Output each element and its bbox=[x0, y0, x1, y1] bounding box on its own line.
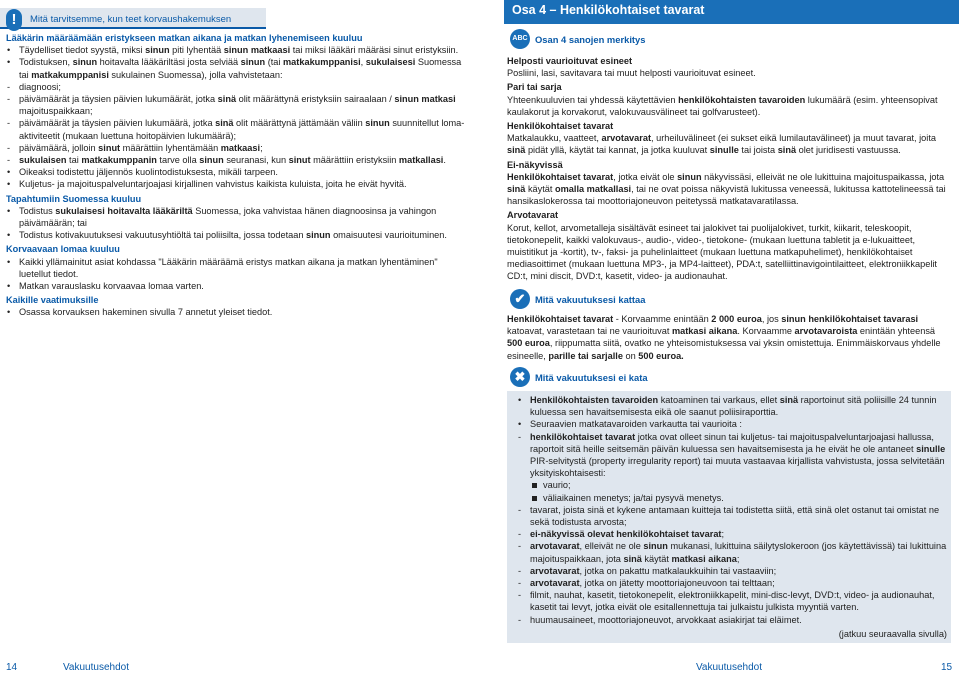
left-page bbox=[0, 0, 479, 675]
list-item: - päivämäärät ja täysien päivien lukumäärät, jotka sinä olit määrättynä eristyksiin sairaalaan / sinun matkasi majoituspaikkaan; bbox=[6, 93, 468, 117]
list-item: • Todistus kotivakuutuksesi vakuutusyhtiöltä tai poliisilta, jossa todetaan sinun omaisuutesi vaurioituminen. bbox=[6, 229, 468, 241]
list-item: - huumausaineet, moottoriajoneuvot, arvokkaat asiakirjat tai eläimet. bbox=[517, 614, 947, 626]
list-item: - ei-näkyvissä olevat henkilökohtaiset tavarat; bbox=[517, 528, 947, 540]
list-item: • Kaikki yllämainitut asiat kohdassa "Lääkärin määräämä eristys matkan aikana ja matkan lyhentäminen" luetellut tiedot. bbox=[6, 256, 468, 280]
claim-requirements bbox=[6, 32, 468, 319]
footer-label: Vakuutusehdot bbox=[696, 662, 762, 673]
list-item: - filmit, nauhat, kasetit, tietokonepelit, elektroniikkapelit, mini-disc-levyt, DVD:t, video- ja audionauhat, kasetit tai levyt, jotka eivät ole esitallennettuja tai julkaistu julkista myyntiä varten. bbox=[517, 589, 947, 613]
list-item: - diagnoosi; bbox=[6, 81, 468, 93]
list-item: - arvotavarat, jotka on jätetty moottoriajoneuvoon tai telttaan; bbox=[517, 577, 947, 589]
list-item: - päivämäärä, jolloin sinut määrättiin lyhentämään matkaasi; bbox=[6, 142, 468, 154]
list-item: - tavarat, joista sinä et kykene antamaan kuitteja tai todistetta siitä, että sinä olet ostanut tai omistat ne sekä todistusta arvosta; bbox=[517, 504, 947, 528]
section-heading: Korvaavaan lomaa kuuluu bbox=[6, 244, 120, 255]
covered-heading: Mitä vakuutuksesi kattaa bbox=[535, 294, 646, 305]
exclusions-list bbox=[517, 394, 947, 640]
continued-note: (jatkuu seuraavalla sivulla) bbox=[838, 628, 947, 639]
list-item: • Kuljetus- ja majoituspalveluntarjoajasi kirjallinen vahvistus kaikista kuluista, joita he eivät hyvitä. bbox=[6, 178, 468, 190]
list-item: • Matkan varauslasku korvaavaa lomaa varten. bbox=[6, 280, 468, 292]
list-item: • Todistus sukulaisesi hoitavalta lääkäriltä Suomessa, joka vahvistaa hänen diagnoosinsa ja vahingon päivämäärän; tai bbox=[6, 205, 468, 229]
list-item: • Henkilökohtaisten tavaroiden katoaminen tai varkaus, ellet sinä raportoinut sitä poliisille 24 tunnin kuluessa sen havaitsemisesta eikä ole saanut poliisiraporttia. bbox=[517, 394, 947, 418]
list-item: - arvotavarat, jotka on pakattu matkalaukkuihin tai vastaaviin; bbox=[517, 565, 947, 577]
right-page bbox=[480, 0, 959, 675]
list-item: • Todistuksen, sinun hoitavalta lääkäriltäsi josta selviää sinun (tai matkakumppanisi, sukulaisesi Suomessa tai matkakumppanisi sukulainen Suomessa), jolla vahvistetaan: bbox=[6, 56, 468, 80]
section-heading: Tapahtumiin Suomessa kuuluu bbox=[6, 193, 142, 204]
list-item: • Oikeaksi todistettu jäljennös kuolintodistuksesta, mikäli tarpeen. bbox=[6, 166, 468, 178]
terms-heading: Osan 4 sanojen merkitys bbox=[535, 34, 646, 45]
not-covered-heading: Mitä vakuutuksesi ei kata bbox=[535, 372, 648, 383]
list-item: • Täydelliset tiedot syystä, miksi sinun piti lyhentää sinun matkaasi tai miksi lääkäri määräsi sinut eristyksiin. bbox=[6, 44, 468, 56]
footer-label: Vakuutusehdot bbox=[63, 662, 129, 673]
definitions: Helposti vaurioituvat esineet Posliini, lasi, savitavara tai muut helposti vaurioituvat esineet. Pari tai sarja Yhteenkuuluvien tai yhdessä käytettävien henkilökohtaisten tavaroiden lukumäärä (esim. yhteensopivat kaulakorut ja korvakorut, valokuvausvälineet tai golfvarusteet). Henkilökohtaiset tavarat Matkalaukku, vaatteet, arvotavarat, urheiluvälineet (ei sukset eikä lumilautavälineet) ja muut tavarat, joita sinä pidät yllä, käytät tai kannat, ja jotka kuuluvat sinulle tai joista sinä olet juridisesti vastuussa. Ei-näkyvissä Henkilökohtaiset tavarat, jotka eivät ole sinun näkyvissäsi, elleivät ne ole lukittuina majoituspaikassa, jota sinä käytät omalla matkallasi, tai ne ovat poissa näkyvistä lukitussa veneessä, lukitussa kattotelineessä tai hansikaslokerossa tai moottoriajoneuvon peitetyssä matkatavaratilassa. Arvotavarat Korut, kellot, arvometalleja sisältävät esineet tai jalokivet tai puolijalokivet, turkit, kiikarit, teleskoopit, tietokonepelit, kaikki valokuvaus-, audio-, video-, tietokone- (mukaan luettuna tabletit ja e-lukuaitteet, muistitikut ja -kortit), tv-, faksi- ja puhelinlaitteet (mukaan luettuna matkapuhelimet), henkilökohtaiset mediasoittimet (mukaan luettuna MP3-, ja MP4-laitteet), PDA:t, satelliittinavigointilaitteet, elektroniikkapelit CD:t, mini discit, DVD:t, kasetit, video- ja audionauhat. bbox=[507, 56, 946, 282]
cross-icon: ✖ bbox=[510, 367, 530, 387]
abc-icon: ABC bbox=[510, 29, 530, 49]
page-number: 14 bbox=[6, 662, 18, 673]
list-item: - päivämäärät ja täysien päivien lukumäärä, jotka sinä olit määrättynä jättämään väliin sinun suunnitellut loma-aktiviteetit (mukaan luettuna hoitopäivien lukumäärä); bbox=[6, 117, 468, 141]
list-item: - arvotavarat, elleivät ne ole sinun mukanasi, lukittuina säilytyslokeroon (jos käytettävissä) tai lukittuina majoituspaikkaan, jota sinä käytät matkasi aikana; bbox=[517, 540, 947, 564]
section-heading: Kaikille vaatimuksille bbox=[6, 295, 99, 306]
list-item: - sukulaisen tai matkakumppanin tarve olla sinun seuranasi, kun sinut määrättiin eristyksiin matkallasi. bbox=[6, 154, 468, 166]
coverage-text: Henkilökohtaiset tavarat - Korvaamme enintään 2 000 euroa, jos sinun henkilökohtaiset tavarasi katoavat, varastetaan tai ne vaurioituvat matkasi aikana. Korvaamme arvotavaroista enintään yhteensä 500 euroa, riippumatta siitä, ovatko ne yhteisomistuksessa vai yksin omistettuja. Enimmäiskorvaus yhdelle esineelle, parille tai sarjalle on 500 euroa. bbox=[507, 314, 941, 361]
list-item: väliaikainen menetys; ja/tai pysyvä menetys. bbox=[517, 492, 947, 504]
page-number: 15 bbox=[941, 662, 953, 673]
notice-title: Mitä tarvitsemme, kun teet korvaushakemuksen bbox=[30, 14, 232, 25]
section-heading: Lääkärin määräämään eristykseen matkan aikana ja matkan lyhenemiseen kuuluu bbox=[6, 33, 363, 43]
list-item: - henkilökohtaiset tavarat jotka ovat olleet sinun tai kuljetus- tai majoituspalveluntarjoajasi hallussa, raportoit sitä heille seitsemän päivän kuluessa sen havaitsemisesta ja he eivät he ole antaneet sinulle PIR-selvitystä (property irregularity report) tai muuta vastaavaa kirjallista vahvistusta, jossa selvitetään yksityiskohtaisesti: bbox=[517, 431, 947, 480]
exclamation-icon: ! bbox=[6, 9, 22, 31]
list-item: vaurio; bbox=[517, 479, 947, 491]
section-title: Osa 4 – Henkilökohtaiset tavarat bbox=[512, 3, 705, 17]
list-item: • Seuraavien matkatavaroiden varkautta tai vaurioita : bbox=[517, 418, 947, 430]
checkmark-icon: ✔ bbox=[510, 289, 530, 309]
list-item: • Osassa korvauksen hakeminen sivulla 7 annetut yleiset tiedot. bbox=[6, 306, 468, 318]
